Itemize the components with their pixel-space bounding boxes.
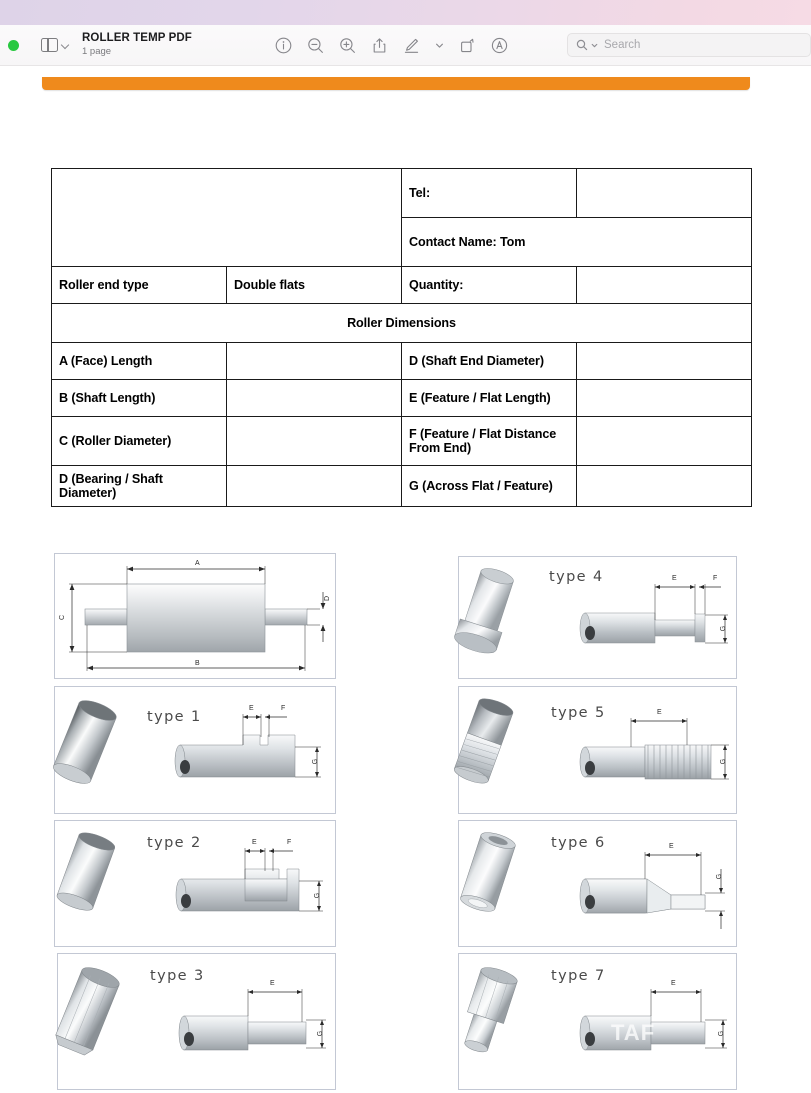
search-chevron-down-icon[interactable] — [591, 42, 598, 49]
dim-label-e: E — [672, 575, 677, 582]
diagram-title-type-4: type 4 — [549, 569, 604, 585]
markup-chevron-down-icon[interactable] — [434, 39, 445, 51]
diagram-type-1[interactable] — [54, 686, 336, 814]
share-icon[interactable] — [370, 36, 389, 55]
document-scroll-area[interactable] — [0, 66, 811, 1045]
zoom-out-icon[interactable] — [306, 36, 325, 55]
dim-label-g: G — [317, 1030, 325, 1037]
dim-g-label: G (Across Flat / Feature) — [402, 466, 577, 507]
dim-label-e: E — [669, 843, 674, 850]
sidebar-toggle-button[interactable] — [41, 38, 69, 52]
dim-b-value[interactable] — [227, 380, 402, 417]
dim-f-label: F (Feature / Flat Distance From End) — [402, 417, 577, 466]
roller-end-type-value[interactable]: Double flats — [227, 267, 402, 304]
desktop-background — [0, 0, 811, 28]
contact-name-cell[interactable]: Contact Name: Tom — [402, 218, 752, 267]
dim-label-a: A — [195, 560, 200, 567]
dim-label-e: E — [657, 709, 662, 716]
diagram-type-4[interactable] — [458, 556, 737, 679]
diagram-roller-overview[interactable] — [54, 553, 336, 679]
markup-pen-icon[interactable] — [402, 36, 421, 55]
table-row — [52, 417, 752, 466]
dim-e-label: E (Feature / Flat Length) — [402, 380, 577, 417]
diagram-type-2[interactable] — [54, 820, 336, 947]
dim-label-g: G — [720, 625, 728, 632]
dim-label-e: E — [252, 839, 257, 846]
dim-f-value[interactable] — [577, 417, 752, 466]
rotate-icon[interactable] — [458, 36, 477, 55]
diagram-type-5[interactable] — [458, 686, 737, 814]
chevron-down-icon — [62, 42, 69, 49]
diagram-type-3[interactable] — [57, 953, 336, 1090]
dim-label-g: G — [716, 873, 724, 880]
quantity-value[interactable] — [577, 267, 752, 304]
dim-label-f: F — [281, 705, 286, 712]
roller-end-type-label: Roller end type — [52, 267, 227, 304]
diagram-title-type-3: type 3 — [150, 968, 205, 984]
table-row-tel — [52, 169, 752, 218]
annotate-icon[interactable] — [490, 36, 509, 55]
preview-window — [0, 25, 811, 1045]
diagram-type-7[interactable] — [458, 953, 737, 1090]
quantity-label: Quantity: — [402, 267, 577, 304]
info-icon[interactable] — [274, 36, 293, 55]
search-input[interactable] — [567, 33, 811, 57]
diagram-title-type-5: type 5 — [551, 705, 606, 721]
dim-label-g: G — [314, 892, 322, 899]
dim-label-g: G — [312, 758, 320, 765]
dim-g-value[interactable] — [577, 466, 752, 507]
company-details-cell[interactable] — [52, 169, 402, 267]
dim-d-end-value[interactable] — [577, 343, 752, 380]
dim-d-bearing-label: D (Bearing / Shaft Diameter) — [52, 466, 227, 507]
sidebar-icon — [41, 38, 58, 52]
dim-b-label: B (Shaft Length) — [52, 380, 227, 417]
roller-dimensions-heading: Roller Dimensions — [52, 304, 752, 343]
document-title-block — [82, 32, 192, 57]
dim-label-e: E — [671, 980, 676, 987]
diagram-title-type-7: type 7 — [551, 968, 606, 984]
roller-spec-table — [51, 168, 752, 507]
dim-label-b: B — [195, 660, 200, 667]
diagram-type-6[interactable] — [458, 820, 737, 947]
dim-e-value[interactable] — [577, 380, 752, 417]
dim-d-bearing-value[interactable] — [227, 466, 402, 507]
table-row — [52, 466, 752, 507]
dim-label-g: G — [720, 758, 728, 765]
zoom-in-icon[interactable] — [338, 36, 357, 55]
page-count-label: 1 page — [82, 46, 112, 58]
diagram-title-type-6: type 6 — [551, 835, 606, 851]
svg-text:TAF: TAF — [611, 1020, 656, 1045]
diagram-title-type-1: type 1 — [147, 709, 202, 725]
dim-label-e: E — [270, 980, 275, 987]
dim-d-end-label: D (Shaft End Diameter) — [402, 343, 577, 380]
search-placeholder: Search — [604, 39, 641, 51]
search-icon — [576, 39, 588, 51]
toolbar — [0, 25, 811, 66]
dim-label-d: D — [324, 595, 332, 602]
dim-label-f: F — [287, 839, 292, 846]
table-row-dimensions-heading — [52, 304, 752, 343]
dim-a-label: A (Face) Length — [52, 343, 227, 380]
diagram-grid — [0, 553, 811, 1093]
tel-label-cell: Tel: — [402, 169, 577, 218]
dim-label-f: F — [713, 575, 718, 582]
toolbar-icon-group — [274, 36, 509, 55]
dim-c-value[interactable] — [227, 417, 402, 466]
page-header-banner — [42, 77, 750, 90]
tel-value-cell[interactable] — [577, 169, 752, 218]
table-row — [52, 380, 752, 417]
dim-a-value[interactable] — [227, 343, 402, 380]
table-row-roller-end-type — [52, 267, 752, 304]
table-row — [52, 343, 752, 380]
diagram-title-type-2: type 2 — [147, 835, 202, 851]
type-1-art — [55, 687, 337, 815]
dim-c-label: C (Roller Diameter) — [52, 417, 227, 466]
dim-label-g: G — [718, 1030, 726, 1037]
window-close-green-dot[interactable] — [8, 40, 19, 51]
dim-label-c: C — [59, 614, 67, 621]
traffic-lights — [8, 40, 19, 51]
dim-label-e: E — [249, 705, 254, 712]
page-title: ROLLER TEMP PDF — [82, 32, 192, 45]
